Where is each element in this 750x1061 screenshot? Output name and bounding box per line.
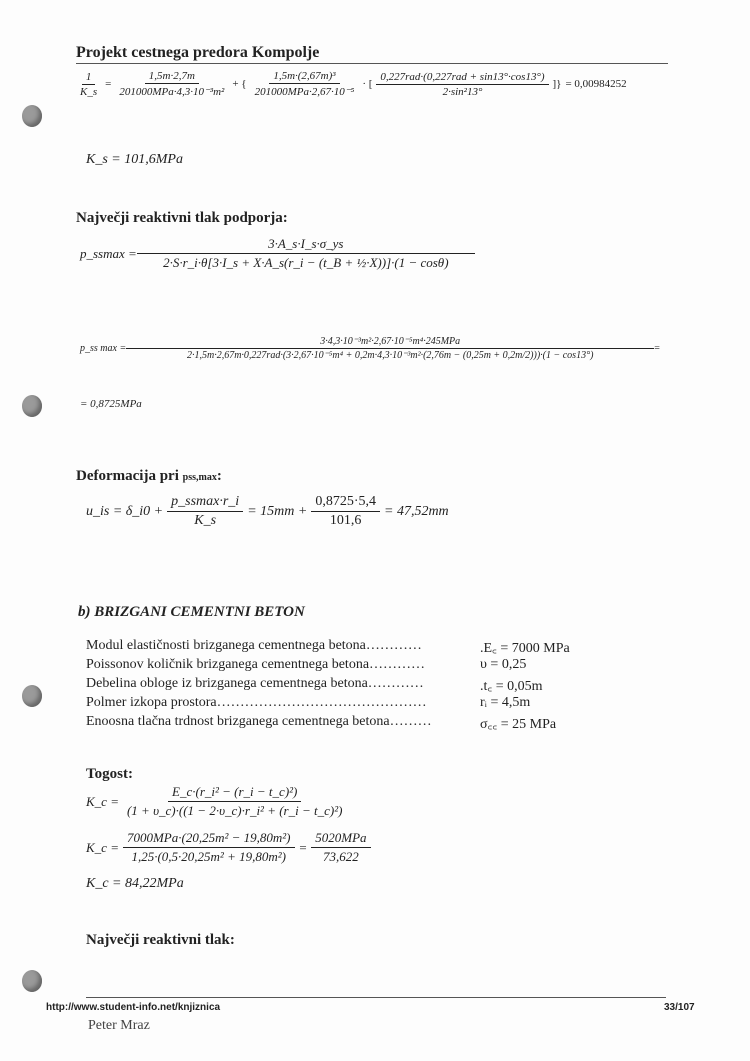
text: K_s (80, 85, 98, 98)
formula-pssmax (80, 236, 471, 271)
text: 7000MPa·(20,25m² − 19,80m²) (123, 830, 295, 848)
text: 5020MPa (311, 830, 370, 848)
header-rule (76, 63, 668, 64)
punch-hole (22, 685, 42, 707)
text: 73,622 (323, 849, 359, 864)
text: p_ssmax·r_i (167, 494, 243, 512)
section-heading: Največji reaktivni tlak: (86, 932, 235, 948)
text: 1,5m·2,7m (145, 70, 199, 84)
text: E_c·(r_i² − (r_i − t_c)²) (168, 784, 301, 802)
property-label: Poissonov količnik brizganega cementnega betona………… (86, 657, 426, 672)
text: : (216, 468, 222, 484)
section-heading (76, 468, 222, 485)
text: 2·1,5m·2,67m·0,227rad·(3·2,67·10⁻⁵m⁴ + 0,2m·4,3·10⁻³m²·(2,76m − (0,25m + 0,2m/2)))·(1 − cos13°) (186, 350, 594, 361)
punch-hole (22, 970, 42, 992)
text: = (654, 343, 660, 354)
text: pss,max (182, 472, 217, 483)
text: 3·A_s·I_s·σ_ys (137, 236, 475, 254)
property-value: υ = 0,25 (480, 657, 527, 672)
formula-kc (86, 784, 346, 819)
text: 201000MPa·4,3·10⁻³m² (119, 86, 225, 98)
text: 1,5m·(2,67m)³ (269, 70, 339, 84)
property-value: σ꜀꜀ = 25 MPa (480, 717, 557, 732)
text: 101,6 (329, 513, 362, 528)
text: 2·S·r_i·θ[3·I_s + X·A_s(r_i − (t_B + ½·X))]·(1 − cosθ) (163, 255, 449, 270)
page-number: 33/107 (664, 1002, 695, 1013)
equation-ks-inverse: $\frac{1}{K\_s}$ = $\frac{1,5m\cdot 2,7m}{\text{201000MPa·4,3·10⁻³m²}}$ + { $\frac{\text{1,5m·(2,67m)³}}{\text{201000MPa·2,67·10⁻⁵}}$ · [ $\frac{\text{0,227rad·(0,227rad + sin13°·cos13°)}}{\text{2·sin²13°}}$ ]} = 0,00984252 (76, 70, 627, 98)
formula-deformation (86, 494, 449, 529)
text: Deformacija pri (76, 468, 179, 484)
source-url[interactable]: http://www.student-info.net/knjiznica (46, 1002, 221, 1013)
section-heading: Največji reaktivni tlak podporja: (76, 210, 288, 226)
property-value: .t꜀ = 0,05m (480, 679, 543, 694)
pssmax-result: = 0,8725MPa (80, 398, 142, 410)
text: = 15mm + (247, 503, 308, 519)
footer-rule (86, 997, 666, 998)
text: 1,25·(0,5·20,25m² + 19,80m²) (131, 849, 286, 864)
section-heading: Togost: (86, 766, 133, 782)
punch-hole (22, 395, 42, 417)
property-label: Debelina obloge iz brizganega cementnega betona………… (86, 676, 424, 691)
text: 1 (82, 71, 96, 85)
property-label: Polmer izkopa prostora……………………………………… (86, 695, 427, 710)
text: = 47,52mm (384, 503, 449, 519)
property-value: rᵢ = 4,5m (480, 695, 531, 710)
ks-result: K_s = 101,6MPa (86, 152, 183, 167)
text: p_ssmax = (80, 245, 137, 261)
text: 2·sin²13° (442, 85, 483, 98)
kc-result: K_c = 84,22MPa (86, 876, 184, 891)
page-title: Projekt cestnega predora Kompolje (76, 44, 320, 61)
punch-hole (22, 105, 42, 127)
text: K_s (194, 513, 217, 528)
text: = (298, 839, 308, 855)
property-value: .E꜀ = 7000 MPa (480, 641, 570, 656)
text: (1 + υ_c)·((1 − 2·υ_c)·r_i² + (r_i − t_c)²) (126, 803, 343, 818)
text: K_c = (86, 839, 119, 855)
result: = 0,00984252 (565, 78, 627, 90)
formula-pssmax-numeric (80, 336, 660, 361)
text: 201000MPa·2,67·10⁻⁵ (254, 86, 355, 98)
text: 3·4,3·10⁻³m²·2,67·10⁻⁵m⁴·245MPa (126, 336, 654, 349)
property-label: Enoosna tlačna trdnost brizganega cementnega betona……… (86, 714, 432, 729)
text: u_is = δ_i0 + (86, 503, 164, 519)
text: K_c = (86, 793, 119, 809)
author-name: Peter Mraz (88, 1018, 150, 1033)
section-heading: b) BRIZGANI CEMENTNI BETON (78, 604, 305, 620)
formula-kc-numeric (86, 830, 371, 865)
property-label: Modul elastičnosti brizganega cementnega betona………… (86, 638, 422, 653)
text: 0,8725·5,4 (311, 494, 380, 512)
text: p_ss max = (80, 343, 127, 354)
text: 0,227rad·(0,227rad + sin13°·cos13°) (376, 71, 548, 85)
